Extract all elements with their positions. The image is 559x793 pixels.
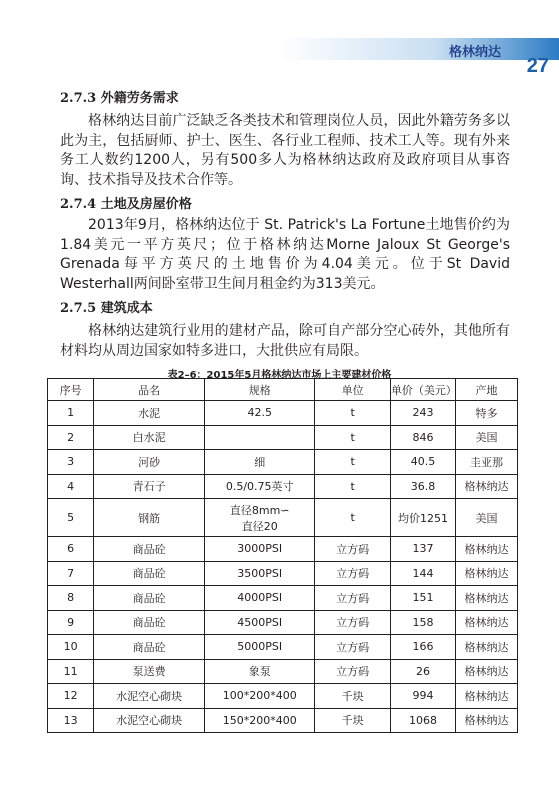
table-cell: 水泥空心砌块: [94, 684, 205, 709]
table-cell: 40.5: [390, 450, 455, 475]
table-cell: 立方码: [315, 586, 391, 611]
table-cell: 1068: [390, 708, 455, 733]
table-cell: t: [315, 499, 391, 537]
table-row: [48, 635, 518, 660]
table-cell: 0.5/0.75英寸: [205, 474, 315, 499]
table-row: [48, 401, 518, 426]
table-cell: 137: [390, 537, 455, 562]
table-caption: 表2–6：2015年5月格林纳达市场上主要建材价格: [167, 370, 392, 381]
table-cell: 10: [48, 635, 94, 660]
table-cell: 100*200*400: [205, 684, 315, 709]
table-cell: 立方码: [315, 561, 391, 586]
table-cell: 格林纳达: [456, 659, 518, 684]
table-cell: 12: [48, 684, 94, 709]
table-cell: 994: [390, 684, 455, 709]
table-row: [48, 537, 518, 562]
table-cell: 846: [390, 425, 455, 450]
table-cell: [205, 425, 315, 450]
table-cell: 11: [48, 659, 94, 684]
table-cell: 立方码: [315, 635, 391, 660]
table-row: [48, 708, 518, 733]
table-cell: 格林纳达: [456, 561, 518, 586]
header-cell: 单价（美元）: [390, 379, 455, 401]
table-cell: 圭亚那: [456, 450, 518, 475]
table-cell: 42.5: [205, 401, 315, 426]
table-cell: 白水泥: [94, 425, 205, 450]
table-cell: 7: [48, 561, 94, 586]
table-cell: 立方码: [315, 537, 391, 562]
table-cell: 均价1251: [390, 499, 455, 537]
table-cell: 商品砼: [94, 586, 205, 611]
table-cell: 水泥: [94, 401, 205, 426]
table-cell: 1: [48, 401, 94, 426]
table-cell: 钢筋: [94, 499, 205, 537]
table-cell: 144: [390, 561, 455, 586]
table-row: [48, 610, 518, 635]
table-cell: 4: [48, 474, 94, 499]
table-cell: 商品砼: [94, 561, 205, 586]
table-cell: 特多: [456, 401, 518, 426]
table-cell: 泵送费: [94, 659, 205, 684]
table-cell: 5000PSI: [205, 635, 315, 660]
table-cell: t: [315, 450, 391, 475]
section-heading: 2.7.5 建筑成本: [60, 301, 153, 316]
table-cell: 3500PSI: [205, 561, 315, 586]
table-cell: 13: [48, 708, 94, 733]
table-row: [48, 561, 518, 586]
table-cell: 青石子: [94, 474, 205, 499]
table-cell: 水泥空心砌块: [94, 708, 205, 733]
header-cell: 品名: [94, 379, 205, 401]
table-row: [48, 659, 518, 684]
table-cell: 立方码: [315, 659, 391, 684]
table-cell: 4000PSI: [205, 586, 315, 611]
table-row: [48, 499, 518, 537]
page-number: 27: [526, 55, 549, 77]
table-cell: 细: [205, 450, 315, 475]
table-cell: 直径8mm∽直径20: [205, 499, 315, 537]
header-cell: 规格: [205, 379, 315, 401]
table-cell: 8: [48, 586, 94, 611]
table-cell: 4500PSI: [205, 610, 315, 635]
table-row: [48, 450, 518, 475]
section-paragraph: 格林纳达建筑行业用的建材产品，除可自产部分空心砖外，其他所有材料均从周边国家如特多进口，大批供应有局限。: [60, 323, 510, 359]
table-row: [48, 586, 518, 611]
header-cell: 产地: [456, 379, 518, 401]
section-paragraph: 格林纳达目前广泛缺乏各类技术和管理岗位人员，因此外籍劳务多以此为主，包括厨师、护士、医生、各行业工程师、技术工人等。现有外来务工人数约1200人，另有500多人为格林纳达政府及政府项目从事咨询、技术指导及技术合作等。: [60, 113, 510, 188]
table-cell: 3: [48, 450, 94, 475]
section-paragraph: 2013年9月，格林纳达位于 St. Patrick's La Fortune土地售价约为1.84美元一平方英尺；位于格林纳达Morne Jaloux St George's Grenada每平方英尺的土地售价为4.04美元。位于St David Westerhall两间卧室带卫生间月租金约为313美元。: [60, 217, 510, 292]
table-cell: 格林纳达: [456, 586, 518, 611]
table-cell: 千块: [315, 708, 391, 733]
table-cell: 3000PSI: [205, 537, 315, 562]
table-cell: 象泵: [205, 659, 315, 684]
table-cell: 格林纳达: [456, 610, 518, 635]
table-cell: t: [315, 474, 391, 499]
table-cell: 格林纳达: [456, 635, 518, 660]
table-header-row: [48, 379, 518, 401]
table-cell: 166: [390, 635, 455, 660]
table-cell: 商品砼: [94, 610, 205, 635]
table-cell: 158: [390, 610, 455, 635]
table-cell: 150*200*400: [205, 708, 315, 733]
section-heading: 2.7.4 土地及房屋价格: [60, 197, 192, 212]
table-cell: 格林纳达: [456, 474, 518, 499]
table-cell: t: [315, 401, 391, 426]
table-cell: 美国: [456, 499, 518, 537]
table-cell: 2: [48, 425, 94, 450]
table-cell: 格林纳达: [456, 537, 518, 562]
table-cell: 格林纳达: [456, 684, 518, 709]
header-cell: 单位: [315, 379, 391, 401]
price-table: [47, 378, 518, 733]
table-cell: 商品砼: [94, 537, 205, 562]
table-cell: 河砂: [94, 450, 205, 475]
table-cell: 商品砼: [94, 635, 205, 660]
table-cell: 243: [390, 401, 455, 426]
table-cell: 36.8: [390, 474, 455, 499]
header-cell: 序号: [48, 379, 94, 401]
table-row: [48, 425, 518, 450]
section-heading: 2.7.3 外籍劳务需求: [60, 91, 179, 106]
table-cell: 5: [48, 499, 94, 537]
table-cell: 美国: [456, 425, 518, 450]
running-header-title: 格林纳达: [448, 45, 501, 60]
table-cell: 格林纳达: [456, 708, 518, 733]
table-cell: t: [315, 425, 391, 450]
table-cell: 6: [48, 537, 94, 562]
table-row: [48, 474, 518, 499]
table-cell: 千块: [315, 684, 391, 709]
table-cell: 26: [390, 659, 455, 684]
table-cell: 立方码: [315, 610, 391, 635]
table-cell: 151: [390, 586, 455, 611]
table-cell: 9: [48, 610, 94, 635]
table-row: [48, 684, 518, 709]
